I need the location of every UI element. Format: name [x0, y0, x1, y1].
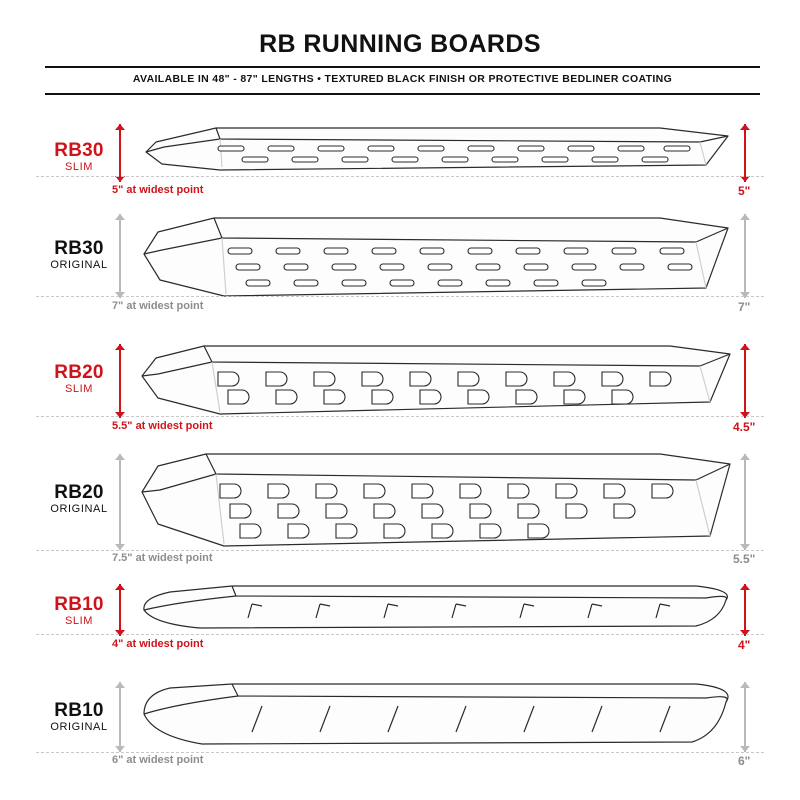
width-caption: 7.5" at widest point: [112, 552, 213, 564]
width-caption: 7" at widest point: [112, 300, 204, 312]
board-illustration-rb10-original: [140, 678, 740, 754]
product-row: [0, 200, 800, 314]
product-variant: ORIGINAL: [50, 503, 108, 515]
height-caption: 5.5": [733, 552, 756, 566]
product-name: RB30: [54, 238, 104, 259]
height-arrow-left: [115, 584, 125, 636]
product-row: [0, 330, 800, 434]
product-name: RB10: [54, 594, 104, 615]
height-arrow-left: [115, 454, 125, 550]
height-caption: 4.5": [733, 420, 756, 434]
product-name: RB30: [54, 140, 104, 161]
product-row: [0, 440, 800, 566]
height-arrow-left: [115, 682, 125, 752]
product-label: [36, 482, 122, 516]
height-arrow-left: [115, 214, 125, 298]
header-subtitle: AVAILABLE IN 48" - 87" LENGTHS • TEXTURED BLACK FINISH OR PROTECTIVE BEDLINER COATING: [132, 73, 673, 85]
height-caption: 7": [738, 300, 751, 314]
height-arrow-left: [115, 124, 125, 182]
height-arrow-right: [740, 682, 750, 752]
height-caption: 5": [738, 184, 751, 198]
product-name: RB20: [54, 482, 104, 503]
board-illustration-rb20-original: [140, 448, 740, 552]
product-row: [0, 672, 800, 768]
board-illustration-rb20-slim: [140, 340, 740, 420]
page-title: RB RUNNING BOARDS: [259, 30, 541, 58]
board-illustration-rb10-slim: [140, 580, 740, 636]
height-caption: 6": [738, 754, 751, 768]
product-row: [0, 108, 800, 198]
product-name: RB20: [54, 362, 104, 383]
board-illustration-rb30-slim: [140, 120, 740, 180]
height-arrow-left: [115, 344, 125, 418]
width-caption: 4" at widest point: [112, 638, 204, 650]
board-illustration-rb30-original: [140, 210, 740, 302]
product-variant: ORIGINAL: [50, 259, 108, 271]
header-divider-bottom: [45, 93, 760, 95]
height-arrow-right: [740, 344, 750, 418]
product-variant: ORIGINAL: [50, 721, 108, 733]
product-name: RB10: [54, 700, 104, 721]
product-label: [36, 140, 122, 174]
width-caption: 6" at widest point: [112, 754, 204, 766]
product-label: [36, 700, 122, 734]
product-label: [36, 362, 122, 396]
height-caption: 4": [738, 638, 751, 652]
height-arrow-right: [740, 584, 750, 636]
header-divider-top: [45, 66, 760, 68]
width-caption: 5" at widest point: [112, 184, 204, 196]
product-variant: SLIM: [64, 383, 94, 395]
product-row: [0, 572, 800, 652]
product-label: [36, 238, 122, 272]
height-arrow-right: [740, 214, 750, 298]
height-arrow-right: [740, 454, 750, 550]
product-variant: SLIM: [64, 615, 94, 627]
product-variant: SLIM: [64, 161, 94, 173]
height-arrow-right: [740, 124, 750, 182]
width-caption: 5.5" at widest point: [112, 420, 213, 432]
product-label: [36, 594, 122, 628]
